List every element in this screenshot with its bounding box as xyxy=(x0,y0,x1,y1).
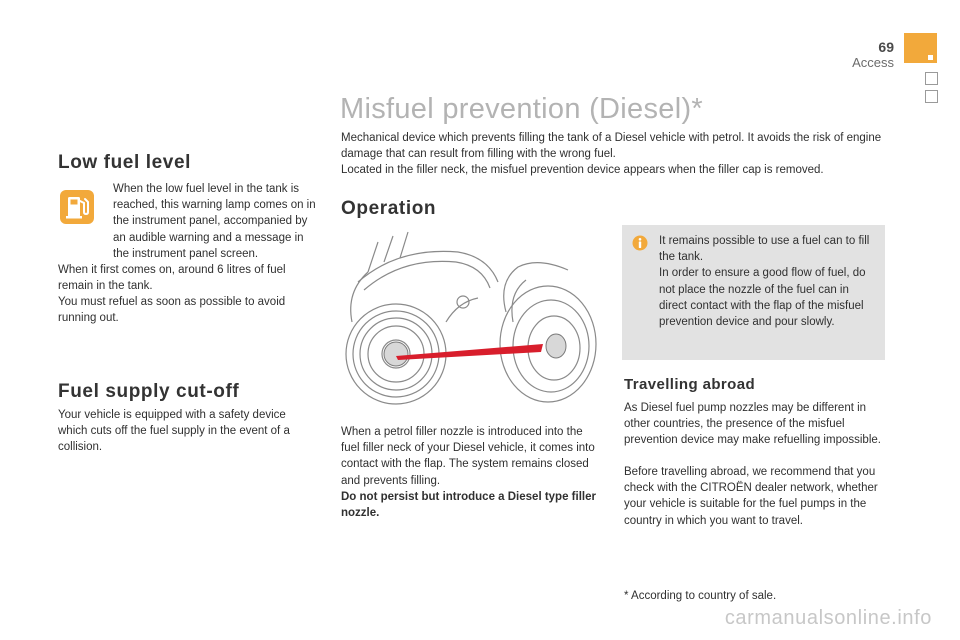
watermark: carmanualsonline.info xyxy=(724,607,932,629)
chapter-tab-2[interactable] xyxy=(925,72,938,85)
info-icon xyxy=(632,235,648,251)
travelling-title: Travelling abroad xyxy=(624,376,756,393)
tab-marker xyxy=(928,55,933,60)
low-fuel-lamp-text: When the low fuel level in the tank is reached, this warning lamp comes on in the instrument panel, accompanied by an audible warning and a message in the instrument panel screen. xyxy=(113,183,316,260)
misfuel-title: Misfuel prevention (Diesel)* xyxy=(340,93,703,125)
section-label: Access xyxy=(852,55,894,70)
info-box xyxy=(622,225,885,360)
info-line-1: It remains possible to use a fuel can to fill the tank. xyxy=(659,235,870,264)
low-fuel-title: Low fuel level xyxy=(58,152,191,173)
misfuel-device-illustration xyxy=(338,222,600,418)
operation-title: Operation xyxy=(341,198,437,219)
page-number: 69 xyxy=(878,39,894,55)
operation-body: When a petrol filler nozzle is introduced into the fuel filler neck of your Diesel vehicle, it comes into contact with the flap. The system remains closed and prevents filling. xyxy=(341,426,595,487)
chapter-tab-3[interactable] xyxy=(925,90,938,103)
cutoff-body: Your vehicle is equipped with a safety device which cuts off the fuel supply in the event of a collision. xyxy=(58,409,290,454)
low-fuel-body-2: You must refuel as soon as possible to avoid running out. xyxy=(58,296,286,325)
low-fuel-body-1: When it first comes on, around 6 litres of fuel remain in the tank. xyxy=(58,264,286,293)
misfuel-intro-1: Mechanical device which prevents filling the tank of a Diesel vehicle with petrol. It avoids the risk of engine damage that can result from filling with the wrong fuel. xyxy=(341,132,882,161)
cutoff-title: Fuel supply cut-off xyxy=(58,381,240,402)
footnote: * According to country of sale. xyxy=(624,590,777,602)
fuel-pump-icon xyxy=(60,190,94,224)
operation-warning: Do not persist but introduce a Diesel type filler nozzle. xyxy=(341,491,596,520)
travelling-body-1: As Diesel fuel pump nozzles may be different in other countries, the presence of the misfuel prevention device may make refuelling impossible. xyxy=(624,402,881,447)
info-line-2: In order to ensure a good flow of fuel, do not place the nozzle of the fuel can in direct contact with the flap of the misfuel prevention device and pour slowly. xyxy=(659,267,866,329)
chapter-tab-active[interactable] xyxy=(904,33,937,63)
travelling-body-2: Before travelling abroad, we recommend that you check with the CITROËN dealer network, whether your vehicle is suitable for the fuel pumps in the country in which you want to travel. xyxy=(624,466,878,527)
misfuel-intro-2: Located in the filler neck, the misfuel prevention device appears when the filler cap is removed. xyxy=(341,164,824,176)
